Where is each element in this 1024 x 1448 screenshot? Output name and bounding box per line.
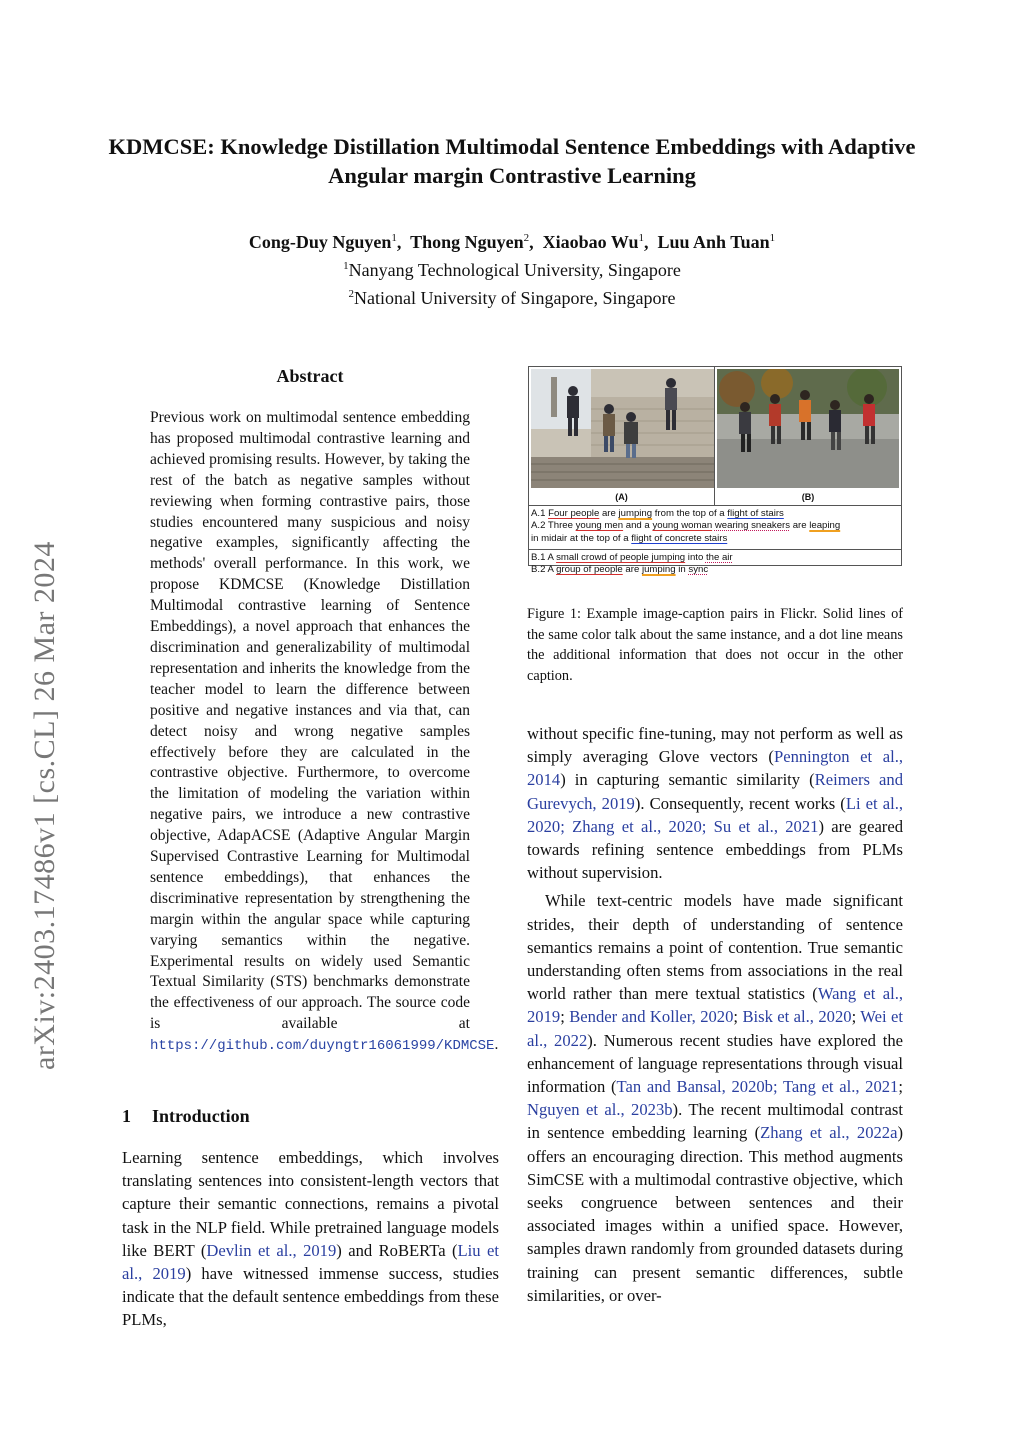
caption-b2: B.2 A group of people are jumping in sync xyxy=(531,564,709,576)
abstract-body xyxy=(150,408,499,1057)
figure-divider xyxy=(714,367,715,505)
panel-label-a: (A) xyxy=(615,492,628,502)
affiliation-2 xyxy=(100,282,924,310)
abstract-end: . xyxy=(494,1036,499,1054)
affiliation-marker: 2 xyxy=(348,288,355,300)
affiliation-marker: 1 xyxy=(638,232,645,244)
citation-link[interactable]: Devlin et al., 2019 xyxy=(206,1240,337,1260)
citation-link[interactable]: Liu et al., 2019 xyxy=(122,1240,499,1284)
citation-link[interactable]: Zhang et al., 2022a xyxy=(760,1123,898,1143)
citation-link[interactable]: Bisk et al., 2020 xyxy=(742,1007,852,1027)
body-text: ) and RoBERTa ( xyxy=(336,1240,458,1260)
affiliation-text: National University of Singapore, Singapore xyxy=(354,288,676,308)
caption-b1: B.1 A small crowd of people jumping into the air xyxy=(531,552,733,563)
arxiv-identifier: arXiv:2403.17486v1 [cs.CL] 26 Mar 2024 xyxy=(28,541,61,1070)
affiliation-text: Nanyang Technological University, Singapore xyxy=(348,260,681,280)
author-name: Thong Nguyen xyxy=(410,232,524,252)
caption-a1: A.1 Four people are jumping from the top of a flight of stairs xyxy=(531,508,784,519)
author-name: Xiaobao Wu xyxy=(542,232,639,252)
author-list: Cong-Duy Nguyen$^1$, Thong Nguyen$^2$, Xiaobao Wu$^1$, Luu Anh Tuan$^1$ xyxy=(248,232,776,252)
author-block xyxy=(100,226,924,310)
captions-a xyxy=(531,508,840,545)
caption-a2-cont: in midair at the top of a flight of concrete stairs xyxy=(531,532,728,544)
abstract-heading: Abstract xyxy=(276,366,344,386)
panel-label-b: (B) xyxy=(801,492,815,502)
section-heading-introduction xyxy=(122,1106,250,1127)
body-text: Learning sentence embeddings, which involves translating sentences into consistent-length vectors that capture their semantic connections, remains a pivotal task in the NLP field. While pretrained language models like BERT ( xyxy=(122,1148,499,1260)
paper-title: KDMCSE: Knowledge Distillation Multimodal Sentence Embeddings with Adaptive Angular margin Contrastive Learning xyxy=(108,134,916,188)
abstract-text: Previous work on multimodal sentence embedding has proposed multimodal contrastive learning and achieved promising results. However, by taking the rest of the batch as negative samples without reviewing when forming contrastive pairs, those studies encountered many suspicious and noisy negative examples, significantly affecting the methods' overall performance. In this work, we propose KDMCSE (Knowledge Distillation Multimodal contrastive learning of Sentence Embeddings), a novel approach that enhances the discrimination and generalizability of multimodal representation and inherits the knowledge from the teacher model to learn the difference between positive and negative instances and via that, can detect noisy and wrong negative samples effectively before they are calculated in the contrastive objective. Furthermore, to overcome the limitation of modeling the variation within negative pairs, we introduce a new contrastive objective, AdapACSE (Adaptive Angular Margin Supervised Contrastive Learning for Multimodal sentence embeddings), that enhances the discriminative representation by strengthening the margin within the angular space while capturing varying semantics within the negative. Experimental results on widely used Semantic Textual Similarity (STS) benchmarks demonstrate the effectiveness of our approach. The source code is available at xyxy=(150,409,470,1033)
citation-link[interactable]: Bender and Koller, 2020 xyxy=(569,1007,734,1027)
photo-a xyxy=(531,369,714,488)
photo-b-image xyxy=(717,369,899,488)
figure-1 xyxy=(528,366,902,576)
photo-a-image xyxy=(531,369,714,488)
body-text: ) have witnessed immense success, studies indicate that the default sentence embeddings from these PLMs, xyxy=(122,1264,500,1330)
author-name: Luu Anh Tuan xyxy=(657,232,770,252)
section-number: 1 xyxy=(122,1106,131,1126)
citation-link[interactable]: Nguyen et al., 2023b xyxy=(527,1100,673,1120)
paragraph: without specific fine-tuning, may not perform as well as simply averaging Glove vectors (Pennington et al., 2014) in capturing semantic similarity (Reimers and Gurevych, 2019). Consequently, recent works (Li et al., 2020; Zhang et al., 2020; Su et al., 2021) are geared towards refining sentence embeddings from PLMs without supervision. xyxy=(527,724,903,883)
citation-link[interactable]: Wei et al., 2022 xyxy=(527,1007,903,1050)
author-name: Cong-Duy Nguyen xyxy=(248,232,392,252)
paragraph: While text-centric models have made significant strides, their depth of understanding of sentence semantics remains a point of contention. True semantic understanding often stems from associations in the real world rather than mere textual statistics (Wang et al., 2019; Bender and Koller, 2020; Bisk et al., 2020; Wei et al., 2022). Numerous recent studies have explored the enhancement of language representations through visual information (Tan and Bansal, 2020b; Tang et al., 2021; Nguyen et al., 2023b). The recent multimodal contrast in sentence embedding learning (Zhang et al., 2022a) offers an encouraging direction. This method augments SimCSE with a multimodal contrastive objective, which seeks congruence between sentences and their associated images within a unified space. However, samples drawn randomly from grounded datasets during training can present semantic differences, subtle similarities, or over- xyxy=(527,891,904,1305)
citation-link[interactable]: Reimers and Gurevych, 2019 xyxy=(527,770,903,813)
affiliation-marker: 1 xyxy=(343,260,349,272)
source-code-link[interactable]: https://github.com/duyngtr16061999/KDMCSE xyxy=(150,1038,495,1055)
affiliation-marker: 1 xyxy=(391,232,397,244)
affiliation-1 xyxy=(100,254,924,282)
caption-a2: A.2 Three young men and a young woman wearing sneakers are leaping xyxy=(531,520,841,532)
captions-b xyxy=(531,552,733,577)
citation-link[interactable]: Wang et al., 2019 xyxy=(527,984,903,1027)
photo-b xyxy=(717,369,899,488)
citation-link[interactable]: Li et al., 2020; Zhang et al., 2020; Su et al., 2021 xyxy=(527,793,903,836)
citation-link[interactable]: Pennington et al., 2014 xyxy=(527,747,903,790)
figure-caption: Figure 1: Example image-caption pairs in Flickr. Solid lines of the same color talk about the same instance, and a dot line means the additional information that does not occur in the other caption. xyxy=(527,606,903,684)
affiliation-marker: 1 xyxy=(769,232,776,244)
section-title: Introduction xyxy=(152,1106,250,1126)
figure-divider xyxy=(529,505,901,506)
figure-divider xyxy=(529,549,901,550)
right-column-text xyxy=(527,722,903,1307)
introduction-paragraph xyxy=(122,1146,499,1332)
citation-link[interactable]: Tan and Bansal, 2020b; Tang et al., 2021 xyxy=(616,1077,899,1097)
affiliation-marker: 2 xyxy=(523,232,530,244)
